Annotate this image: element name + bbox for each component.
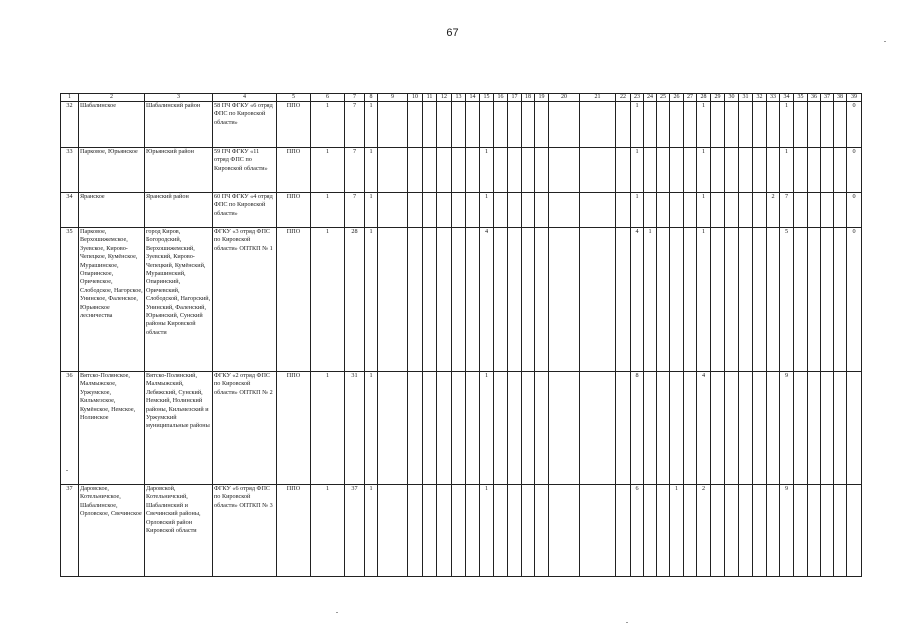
value-cell [657,148,670,193]
column-number-cell: 8 [365,94,378,102]
column-number-cell: 38 [834,94,847,102]
column-number-cell: 9 [378,94,408,102]
value-cell [452,193,466,228]
value-cell [466,372,480,485]
district-cell: Даровской, Котельничский, Шабалинский и Свечинский районы, Орловский район Кировской области [145,485,213,577]
value-cell [808,228,821,372]
value-cell: 4 [631,228,644,372]
value-cell [423,193,437,228]
value-cell: 7 [345,148,365,193]
value-cell: 5 [780,228,794,372]
value-cell [437,102,452,148]
value-cell [549,372,580,485]
value-cell [616,193,631,228]
row-number-cell: 33 [61,148,79,193]
value-cell [466,102,480,148]
value-cell [423,148,437,193]
value-cell [480,102,494,148]
value-cell [549,228,580,372]
value-cell: 2 [697,485,711,577]
scan-speck [336,612,338,613]
column-number-cell: 37 [821,94,834,102]
value-cell [725,102,739,148]
value-cell: 0 [847,228,862,372]
value-cell [580,228,616,372]
value-cell [834,148,847,193]
value-cell [378,228,408,372]
value-cell [711,485,725,577]
value-cell [466,193,480,228]
value-cell [494,193,508,228]
value-cell [508,372,522,485]
value-cell [834,372,847,485]
column-number-cell: 10 [408,94,423,102]
value-cell [644,148,657,193]
district-cell: Яранский район [145,193,213,228]
column-number-cell: 12 [437,94,452,102]
value-cell: 8 [631,372,644,485]
value-cell: 1 [480,372,494,485]
value-cell [466,148,480,193]
value-cell: 37 [345,485,365,577]
value-cell: 1 [480,193,494,228]
column-number-cell: 1 [61,94,79,102]
value-cell [522,372,535,485]
value-cell [644,193,657,228]
value-cell [452,228,466,372]
value-cell [378,485,408,577]
value-cell: 28 [345,228,365,372]
value-cell: 31 [345,372,365,485]
value-cell [408,193,423,228]
value-cell: 1 [365,148,378,193]
value-cell [535,485,549,577]
value-cell: ППО [277,148,311,193]
value-cell [684,485,697,577]
value-cell: 9 [780,372,794,485]
value-cell [834,485,847,577]
value-cell [535,228,549,372]
scan-speck [626,622,628,623]
value-cell: 1 [480,148,494,193]
value-cell [725,228,739,372]
forestry-cell: Парковое, Верхошижемское, Зуевское, Кирово-Чепецкое, Кумёнское, Мурашинское, Опаринское, Оричевское, Слободское, Нагорское, Унинское, Фаленское, Юрьянское лесничества [79,228,145,372]
value-cell [684,372,697,485]
value-cell [644,485,657,577]
value-cell: 1 [631,148,644,193]
data-table [60,93,862,577]
value-cell: ППО [277,372,311,485]
value-cell [670,193,684,228]
value-cell: 7 [345,193,365,228]
value-cell [437,148,452,193]
value-cell [549,485,580,577]
value-cell [452,372,466,485]
value-cell [739,372,753,485]
value-cell [753,148,767,193]
value-cell [535,102,549,148]
value-cell [794,102,808,148]
column-number-cell: 30 [725,94,739,102]
table-row [61,485,862,577]
value-cell [834,102,847,148]
table-body [61,94,862,577]
value-cell [549,193,580,228]
value-cell [725,485,739,577]
value-cell [644,102,657,148]
table-row [61,228,862,372]
value-cell: ППО [277,102,311,148]
value-cell [767,485,780,577]
value-cell [408,485,423,577]
column-number-cell: 35 [794,94,808,102]
value-cell [684,148,697,193]
unit-cell: ФГКУ «6 отряд ФПС по Кировской области» ОПТКП № 3 [213,485,277,577]
value-cell: 1 [780,148,794,193]
value-cell [408,372,423,485]
table-row [61,372,862,485]
unit-cell: ФГКУ «3 отряд ФПС по Кировской области» ОПТКП № 1 [213,228,277,372]
district-cell: Юрьянский район [145,148,213,193]
value-cell: 6 [631,485,644,577]
column-number-cell: 15 [480,94,494,102]
value-cell [408,102,423,148]
value-cell [847,372,862,485]
value-cell [739,102,753,148]
column-number-cell: 2 [79,94,145,102]
value-cell [378,193,408,228]
value-cell [711,102,725,148]
column-number-cell: 21 [580,94,616,102]
value-cell: 1 [365,228,378,372]
forestry-cell: Парковое, Юрьянское [79,148,145,193]
value-cell [739,148,753,193]
unit-cell: 60 ПЧ ФГКУ «4 отряд ФПС по Кировской области» [213,193,277,228]
column-number-cell: 13 [452,94,466,102]
column-number-cell: 11 [423,94,437,102]
value-cell [522,485,535,577]
value-cell: ППО [277,193,311,228]
value-cell [423,485,437,577]
value-cell: 1 [365,193,378,228]
value-cell: 1 [311,372,345,485]
value-cell: 0 [847,148,862,193]
column-number-cell: 36 [808,94,821,102]
value-cell [378,148,408,193]
value-cell [670,148,684,193]
value-cell [670,228,684,372]
column-number-row [61,94,862,102]
page-number: 67 [446,27,459,39]
district-cell: Шабалинский район [145,102,213,148]
forestry-cell: Даровское, Котельничское, Шабалинское, Орловское, Свечинское [79,485,145,577]
value-cell [725,148,739,193]
value-cell [522,148,535,193]
unit-cell: 58 ПЧ ФГКУ «6 отряд ФПС по Кировской области» [213,102,277,148]
district-cell: город Киров, Богородский, Верхошижемский, Зуевский, Кирово-Чепецкий, Кумёнский, Мурашинский, Опаринский, Оричевский, Слободской, Нагорский, Унинский, Фаленский, Юрьянский, Сунский районы Кировской области [145,228,213,372]
value-cell [711,148,725,193]
value-cell [753,372,767,485]
value-cell: 4 [697,372,711,485]
value-cell: 1 [365,102,378,148]
value-cell [535,193,549,228]
value-cell: 1 [697,228,711,372]
value-cell [821,148,834,193]
scan-speck [884,41,886,42]
value-cell [494,148,508,193]
value-cell [378,372,408,485]
value-cell: 1 [697,148,711,193]
value-cell [657,102,670,148]
value-cell [670,372,684,485]
value-cell [753,485,767,577]
value-cell [767,148,780,193]
value-cell [466,228,480,372]
column-number-cell: 32 [753,94,767,102]
value-cell [739,228,753,372]
value-cell [549,148,580,193]
column-number-cell: 27 [684,94,697,102]
value-cell: 1 [311,485,345,577]
column-number-cell: 3 [145,94,213,102]
column-number-cell: 14 [466,94,480,102]
value-cell: 7 [780,193,794,228]
row-number-cell: 32 [61,102,79,148]
value-cell: 9 [780,485,794,577]
value-cell: 1 [670,485,684,577]
value-cell [684,102,697,148]
scan-speck [66,470,68,471]
value-cell [711,193,725,228]
value-cell [616,102,631,148]
row-number-cell: 36 [61,372,79,485]
row-number-cell: 34 [61,193,79,228]
value-cell [644,372,657,485]
value-cell [794,148,808,193]
value-cell [670,102,684,148]
value-cell: 1 [480,485,494,577]
value-cell: 0 [847,102,862,148]
value-cell [408,228,423,372]
value-cell [452,148,466,193]
column-number-cell: 23 [631,94,644,102]
value-cell [452,485,466,577]
value-cell [834,228,847,372]
column-number-cell: 18 [522,94,535,102]
value-cell [808,102,821,148]
district-cell: Вятско-Полянский, Малмыжский, Лебяжский, Сунский, Немский, Нолинский районы, Кильмезский и Уржумский муниципальные районы [145,372,213,485]
value-cell: ППО [277,228,311,372]
value-cell [767,372,780,485]
value-cell [847,485,862,577]
value-cell [580,102,616,148]
value-cell: 1 [697,193,711,228]
value-cell [437,228,452,372]
value-cell [437,372,452,485]
forestry-cell: Шабалинское [79,102,145,148]
value-cell [494,372,508,485]
column-number-cell: 16 [494,94,508,102]
value-cell [657,228,670,372]
value-cell: 1 [697,102,711,148]
value-cell [739,193,753,228]
value-cell [753,193,767,228]
column-number-cell: 20 [549,94,580,102]
value-cell: 1 [644,228,657,372]
value-cell [808,372,821,485]
value-cell: 1 [365,372,378,485]
value-cell [580,193,616,228]
value-cell [580,148,616,193]
value-cell [808,485,821,577]
value-cell [535,148,549,193]
forestry-cell: Вятско-Полянское, Малмыжское, Уржумское, Кильмезское, Кумёнское, Немское, Нолинское [79,372,145,485]
column-number-cell: 25 [657,94,670,102]
value-cell [821,485,834,577]
value-cell: 4 [480,228,494,372]
value-cell [549,102,580,148]
value-cell [508,228,522,372]
value-cell: 0 [847,193,862,228]
value-cell [794,485,808,577]
value-cell [423,228,437,372]
value-cell [408,148,423,193]
column-number-cell: 28 [697,94,711,102]
value-cell [452,102,466,148]
value-cell [821,228,834,372]
value-cell [522,228,535,372]
value-cell [684,228,697,372]
value-cell [494,102,508,148]
column-number-cell: 19 [535,94,549,102]
value-cell [616,372,631,485]
unit-cell: ФГКУ «2 отряд ФПС по Кировской области» ОПТКП № 2 [213,372,277,485]
value-cell [466,485,480,577]
value-cell [711,228,725,372]
value-cell [580,485,616,577]
value-cell: 1 [311,102,345,148]
value-cell [437,193,452,228]
value-cell [767,102,780,148]
value-cell [794,193,808,228]
value-cell [821,102,834,148]
value-cell [616,485,631,577]
value-cell [834,193,847,228]
value-cell [684,193,697,228]
column-number-cell: 5 [277,94,311,102]
column-number-cell: 26 [670,94,684,102]
value-cell: 7 [345,102,365,148]
value-cell [508,485,522,577]
table-row [61,193,862,228]
value-cell [657,372,670,485]
value-cell [494,228,508,372]
value-cell: 1 [631,102,644,148]
value-cell [711,372,725,485]
value-cell [725,372,739,485]
row-number-cell: 37 [61,485,79,577]
value-cell [508,148,522,193]
value-cell [739,485,753,577]
value-cell: 1 [365,485,378,577]
value-cell: 1 [311,228,345,372]
value-cell [767,228,780,372]
value-cell: 1 [631,193,644,228]
value-cell [423,102,437,148]
value-cell [616,228,631,372]
value-cell [423,372,437,485]
table-row [61,148,862,193]
unit-cell: 59 ПЧ ФГКУ «11 отряд ФПС по Кировской области» [213,148,277,193]
column-number-cell: 24 [644,94,657,102]
value-cell [580,372,616,485]
value-cell: 1 [311,148,345,193]
column-number-cell: 34 [780,94,794,102]
value-cell [821,193,834,228]
value-cell [378,102,408,148]
value-cell [725,193,739,228]
value-cell [657,193,670,228]
column-number-cell: 29 [711,94,725,102]
value-cell [821,372,834,485]
value-cell: 1 [311,193,345,228]
value-cell [437,485,452,577]
column-number-cell: 17 [508,94,522,102]
value-cell [657,485,670,577]
value-cell [794,228,808,372]
row-number-cell: 35 [61,228,79,372]
column-number-cell: 31 [739,94,753,102]
value-cell [494,485,508,577]
value-cell [508,102,522,148]
value-cell [808,193,821,228]
column-number-cell: 4 [213,94,277,102]
column-number-cell: 22 [616,94,631,102]
value-cell [753,102,767,148]
value-cell [522,193,535,228]
value-cell [522,102,535,148]
table-row [61,102,862,148]
column-number-cell: 39 [847,94,862,102]
value-cell [616,148,631,193]
value-cell: ППО [277,485,311,577]
forestry-cell: Яранское [79,193,145,228]
value-cell [808,148,821,193]
value-cell: 2 [767,193,780,228]
value-cell [794,372,808,485]
value-cell [535,372,549,485]
column-number-cell: 7 [345,94,365,102]
value-cell: 1 [780,102,794,148]
column-number-cell: 33 [767,94,780,102]
column-number-cell: 6 [311,94,345,102]
value-cell [508,193,522,228]
value-cell [753,228,767,372]
